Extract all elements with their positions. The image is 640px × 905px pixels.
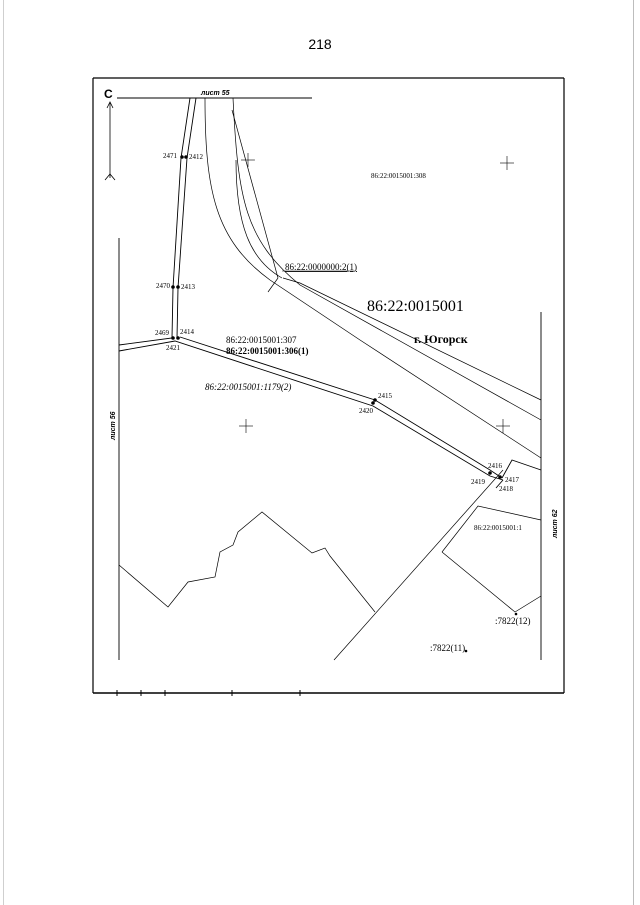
parcel-label-0000000: 86:22:0000000:2(1) bbox=[285, 262, 357, 272]
parcel-label-1: 86:22:0015001:1 bbox=[474, 524, 522, 532]
svg-text:2417: 2417 bbox=[505, 476, 519, 484]
sheet-label-top: лист 55 bbox=[201, 90, 230, 97]
parcel-label-307: 86:22:0015001:307 bbox=[226, 335, 297, 345]
sheet-lines bbox=[117, 98, 541, 660]
svg-text:2469: 2469 bbox=[155, 329, 169, 337]
lower-parcels bbox=[119, 470, 541, 660]
svg-text:2412: 2412 bbox=[189, 153, 203, 161]
north-label: С bbox=[104, 87, 113, 101]
sheet-label-left: лист 56 bbox=[110, 411, 117, 440]
parcel-label-7822-11: :7822(11) bbox=[430, 643, 466, 653]
svg-text:2419: 2419 bbox=[471, 478, 485, 486]
point-labels bbox=[155, 152, 520, 493]
quarter-label: 86:22:0015001 bbox=[367, 298, 464, 315]
svg-text:2414: 2414 bbox=[180, 328, 194, 336]
parcel-label-1179: 86:22:0015001:1179(2) bbox=[205, 382, 292, 392]
svg-text:2416: 2416 bbox=[488, 462, 502, 470]
svg-text:2415: 2415 bbox=[378, 392, 392, 400]
svg-text:2470: 2470 bbox=[156, 282, 170, 290]
boundary-points bbox=[171, 155, 517, 652]
svg-text:2420: 2420 bbox=[359, 407, 373, 415]
parcel-label-308: 86:22:0015001:308 bbox=[371, 172, 426, 180]
page-number: 218 bbox=[308, 36, 332, 52]
parcel-label-7822-12: :7822(12) bbox=[495, 616, 531, 626]
sheet-label-right: лист 62 bbox=[552, 509, 559, 538]
svg-text:2418: 2418 bbox=[499, 485, 513, 493]
svg-text:2413: 2413 bbox=[181, 283, 195, 291]
north-arrow bbox=[104, 87, 115, 180]
parcel-label-306: 86:22:0015001:306(1) bbox=[226, 346, 309, 356]
svg-text:2471: 2471 bbox=[163, 152, 177, 160]
city-label: г. Югорск bbox=[414, 332, 468, 346]
svg-text:2421: 2421 bbox=[166, 344, 180, 352]
map-frame bbox=[93, 78, 564, 693]
